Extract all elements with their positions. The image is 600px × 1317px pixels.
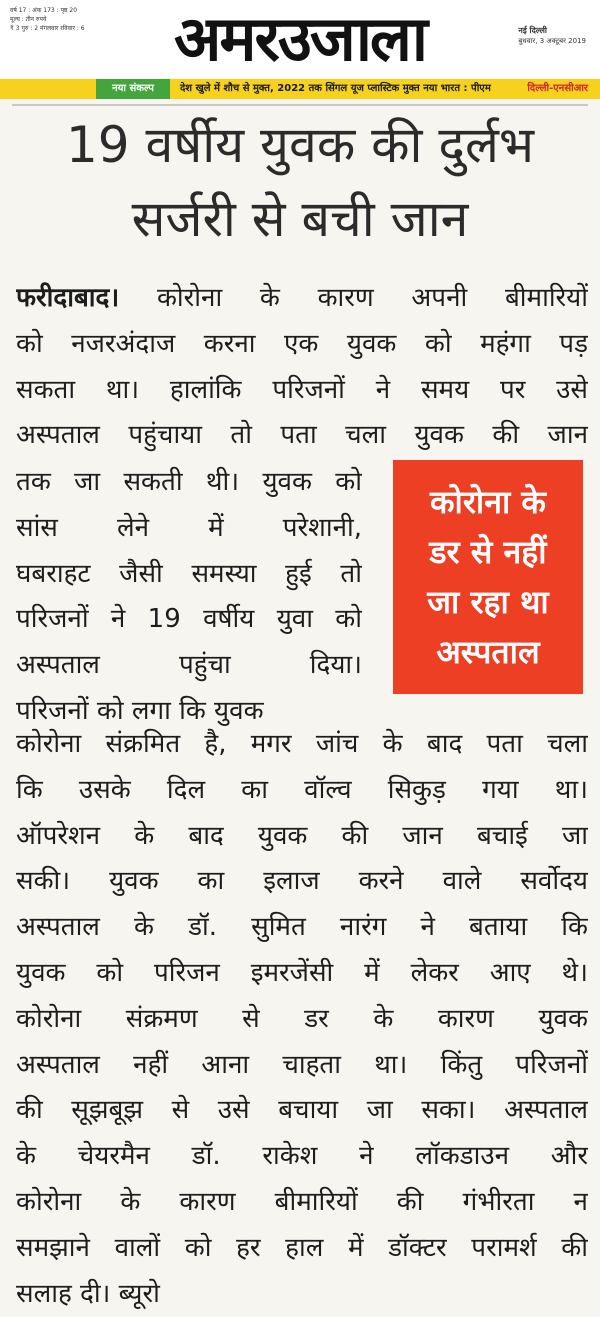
body-line: समझाने वालों को हर हाल में डॉक्टर परामर्श की (16, 1232, 588, 1263)
ticker-tag: नया संकल्प (96, 79, 170, 99)
edition-city: नई दिल्ली (518, 26, 547, 35)
body-line: के चेयरमैन डॉ. राकेश ने लॉकडाउन और (16, 1141, 588, 1172)
edition-info (518, 26, 586, 46)
ticker-region: दिल्ली-एनसीआर (527, 83, 588, 94)
article-body-wrap (16, 460, 362, 735)
headline-line: सर्जरी से बची जान (131, 190, 469, 248)
body-line: की सूझबूझ से उसे बचाया जा सका। अस्पताल (16, 1095, 588, 1126)
meta-line: ₹ 3 गुरु : 2 मंगलवार रविवार : 6 (10, 25, 85, 32)
body-line-text: कोरोना के कारण अपनी बीमारियों (156, 283, 588, 313)
body-line (16, 276, 588, 322)
body-line: परिजनों ने 19 वर्षीय युवा को (16, 604, 362, 635)
body-line: अस्पताल के डॉ. सुमित नारंग ने बताया कि (16, 912, 588, 943)
body-line: को नजरअंदाज करना एक युवक को महंगा पड़ (16, 328, 588, 359)
body-line: सकता था। हालांकि परिजनों ने समय पर उसे (16, 374, 588, 405)
body-line: घबराहट जैसी समस्या हुई तो (16, 558, 362, 589)
meta-line: मूल्य : तीन रुपये (10, 16, 47, 23)
body-line: परिजनों को लगा कि युवक (16, 695, 264, 726)
body-line: कि उसके दिल का वॉल्व सिकुड़ गया था। (16, 774, 588, 805)
news-ticker (0, 79, 600, 99)
ticker-text: देश खुले में शौच से मुक्त, 2022 तक सिंगल यूज प्लास्टिक मुक्त नया भारत : पीएम (180, 83, 491, 94)
body-line: तक जा सकती थी। युवक को (16, 467, 362, 497)
masthead (0, 0, 600, 78)
body-line: कोरोना संक्रमित है, मगर जांच के बाद पता चला (16, 729, 588, 759)
pull-quote-box (393, 460, 583, 694)
body-line: सांस लेने में परेशानी, (16, 512, 362, 543)
body-line: सलाह दी। ब्यूरो (16, 1278, 160, 1309)
article-headline (0, 108, 600, 256)
body-line: कोरोना के कारण बीमारियों की गंभीरता न (16, 1186, 588, 1217)
body-line: अस्पताल पहुंचाया तो पता चला युवक की जान (16, 420, 588, 451)
body-line: अस्पताल नहीं आना चाहता था। किंतु परिजनों (16, 1049, 588, 1080)
headline-line: 19 वर्षीय युवक की दुर्लभ (66, 116, 534, 174)
meta-line: वर्ष 17 : अंक 173 : पृष्ठ 20 (10, 7, 78, 14)
pull-quote-line: कोरोना के (429, 483, 546, 521)
body-line: ऑपरेशन के बाद युवक की जान बचाई जा (16, 820, 588, 851)
pull-quote-line: अस्पताल (436, 633, 540, 671)
article-body-top (16, 276, 588, 459)
newspaper-logo: अमरउजाला (174, 2, 426, 75)
pull-quote-line: जा रहा था (427, 583, 549, 621)
pull-quote-line: डर से नहीं (429, 533, 547, 571)
body-line: सकी। युवक का इलाज करने वाले सर्वोदय (16, 866, 588, 897)
body-line: कोरोना संक्रमण से डर के कारण युवक (16, 1003, 588, 1034)
article-body-bottom (16, 722, 588, 1317)
body-line: अस्पताल पहुंचा दिया। (16, 650, 362, 681)
dateline: फरीदाबाद। (16, 283, 120, 313)
body-line: युवक को परिजन इमरजेंसी में लेकर आए थे। (16, 957, 588, 988)
edition-date: बुधवार, 3 अक्टूबर 2019 (518, 37, 586, 45)
section-divider (12, 104, 588, 106)
